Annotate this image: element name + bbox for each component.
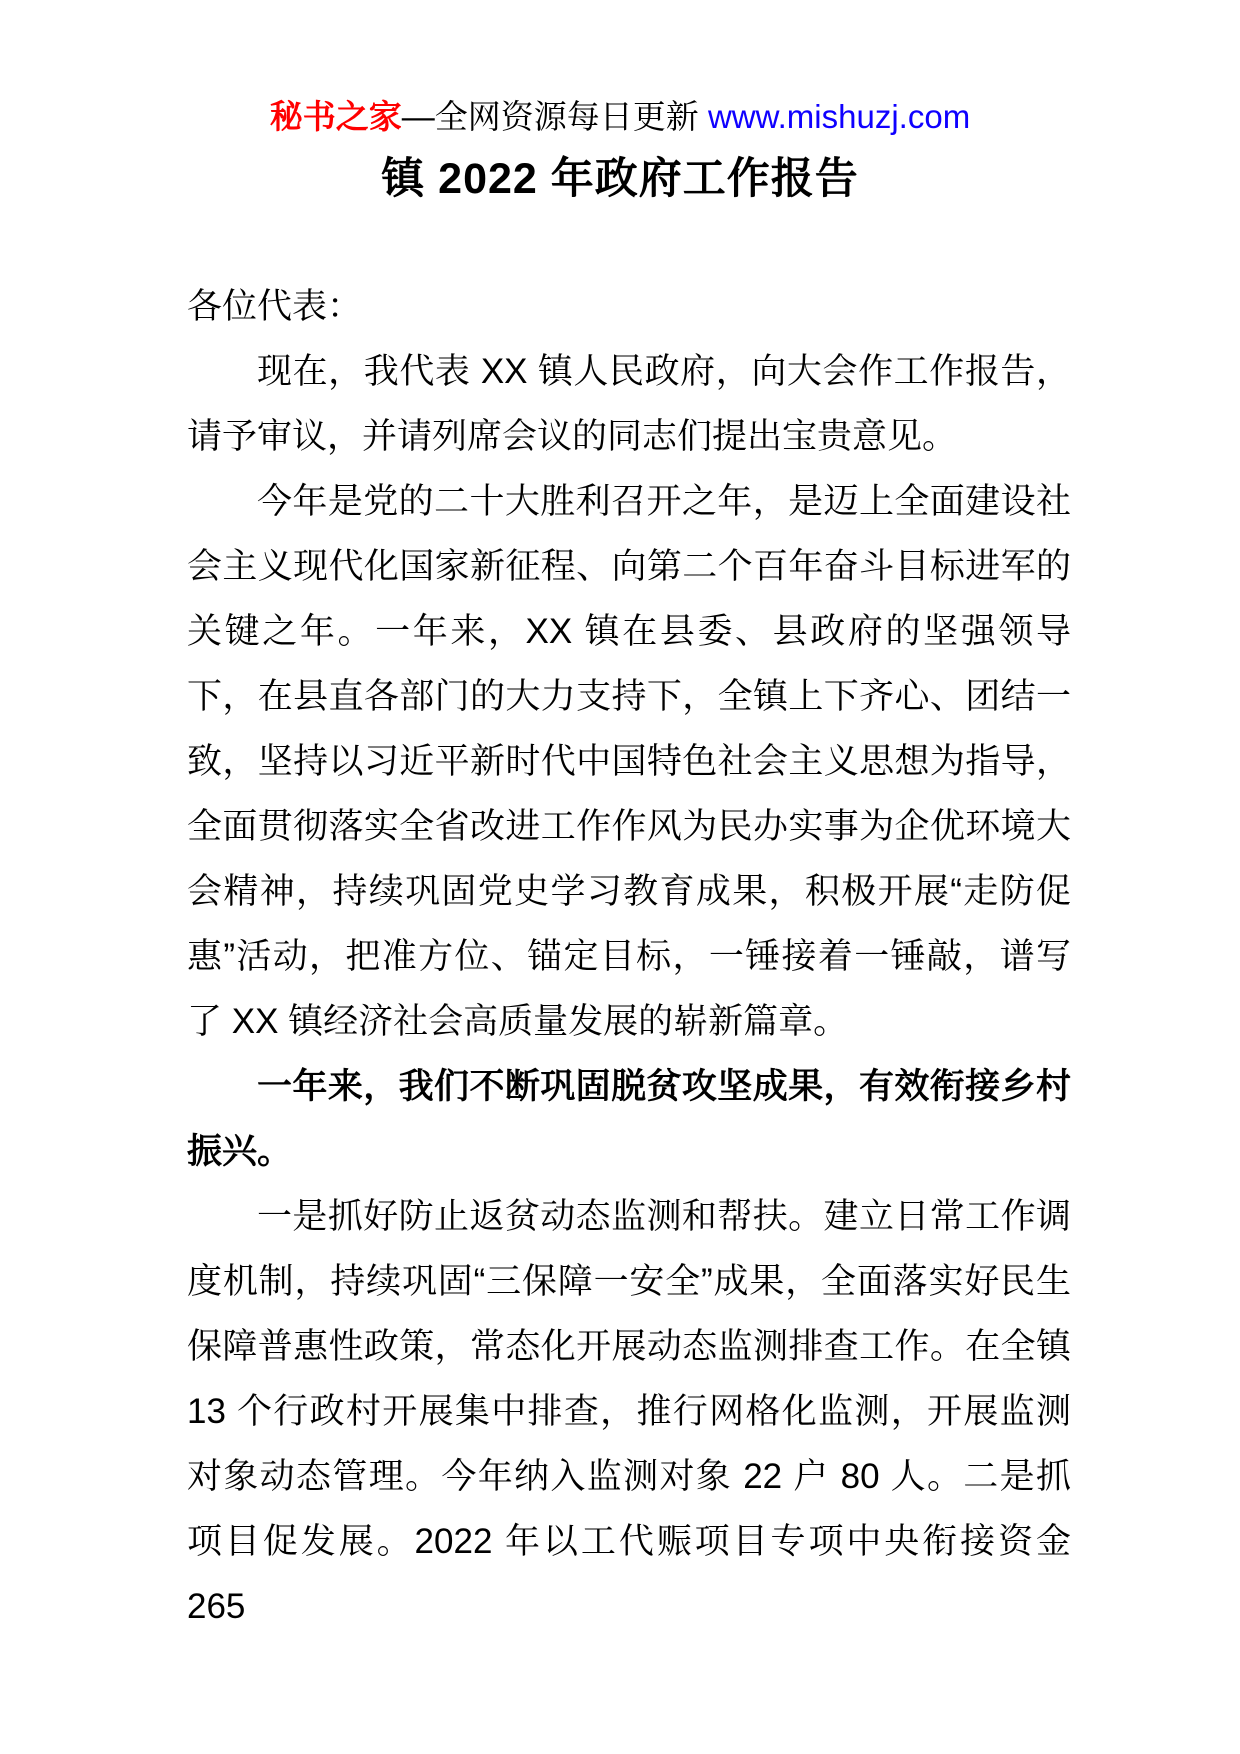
document-body [187, 274, 1071, 1639]
overview-paragraph: 今年是党的二十大胜利召开之年，是迈上全面建设社会主义现代化国家新征程、向第二个百年奋斗目标进军的关键之年。一年来，XX 镇在县委、县政府的坚强领导下，在县直各部门的大力支持下，全镇上下齐心、团结一致，坚持以习近平新时代中国特色社会主义思想为指导，全面贯彻落实全省改进工作作风为民办实事为企优环境大会精神，持续巩固党史学习教育成果，积极开展“走防促惠”活动，把准方位、锚定目标，一锤接着一锤敲，谱写了 XX 镇经济社会高质量发展的崭新篇章。 [187, 482, 1071, 1041]
opening-paragraph: 现在，我代表 XX 镇人民政府，向大会作工作报告，请予审议，并请列席会议的同志们提出宝贵意见。 [187, 352, 1071, 456]
section-detail-paragraph: 一是抓好防止返贫动态监测和帮扶。建立日常工作调度机制，持续巩固“三保障一安全”成果，全面落实好民生保障普惠性政策，常态化开展动态监测排查工作。在全镇 13 个行政村开展集中排查，推行网格化监测，开展监测对象动态管理。今年纳入监测对象 22 户 80 人。二是抓项目促发展。2022 年以工代赈项目专项中央衔接资金 265 [187, 1197, 1071, 1626]
site-tagline: —全网资源每日更新 [401, 98, 708, 135]
salutation: 各位代表： [187, 287, 363, 326]
site-name: 秘书之家 [269, 98, 402, 135]
document-title: 镇 2022 年政府工作报告 [381, 155, 859, 203]
section-heading: 一年来，我们不断巩固脱贫攻坚成果，有效衔接乡村振兴。 [187, 1067, 1071, 1171]
site-url-link[interactable]: www.mishuzj.com [707, 98, 971, 135]
site-header [0, 0, 1240, 138]
